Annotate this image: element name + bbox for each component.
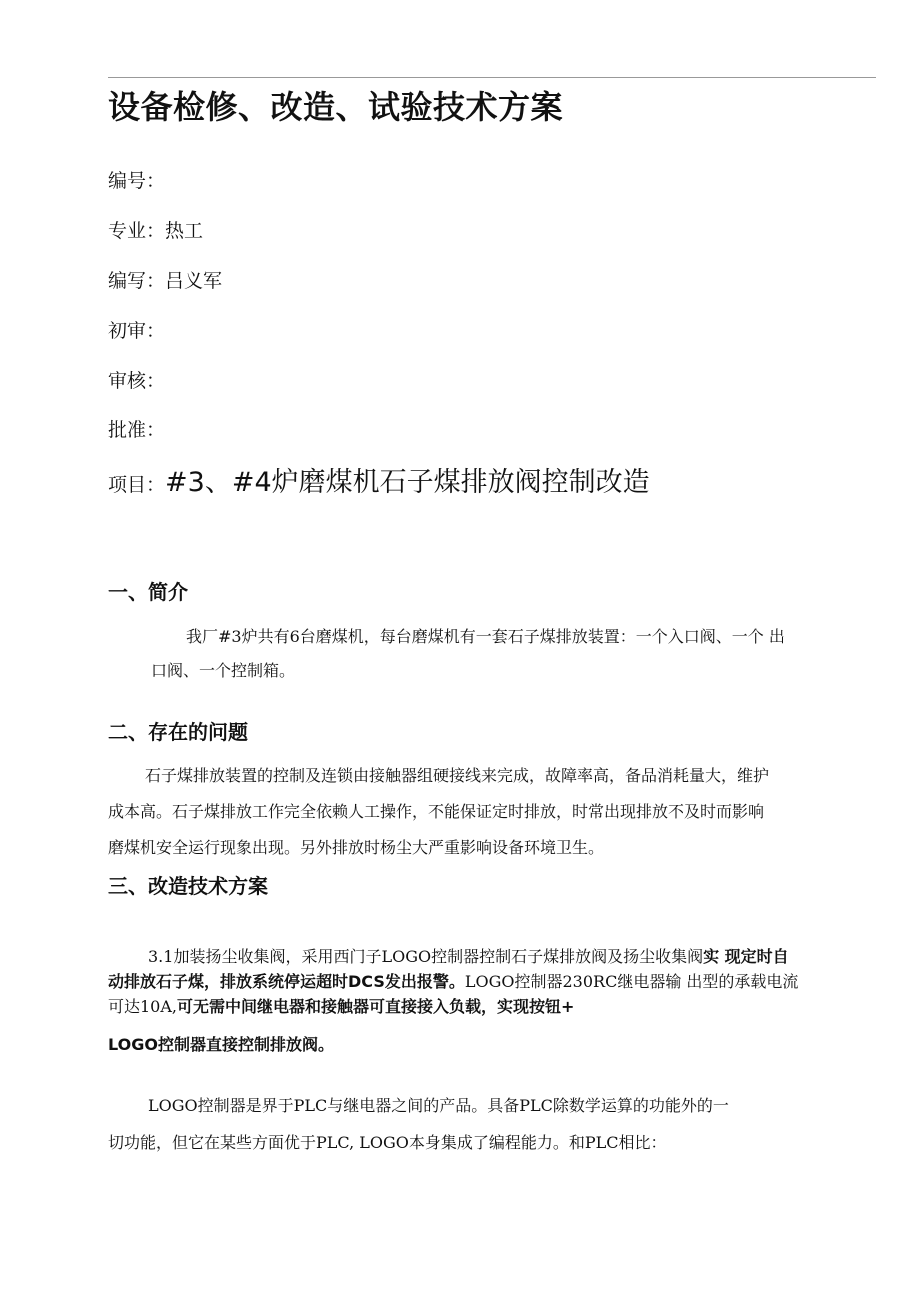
- project-value: #3、#4炉磨煤机石子煤排放阀控制改造: [165, 467, 650, 498]
- approve-label: 批准：: [108, 419, 166, 441]
- specialty-value: 热工: [165, 220, 204, 242]
- specialty-field: [108, 216, 203, 243]
- intro-line-1: 我厂#3炉共有6台磨煤机，每台磨煤机有一套石子煤排放装置：一个入口阀、一个 出: [186, 627, 785, 646]
- solution-p1-bold-f: 可无需中间继电器和接触器可直接接入负载，实现按钮+: [177, 997, 575, 1016]
- initial-review-label: 初审：: [108, 320, 166, 342]
- solution-p2-line-2: 切功能，但它在某些方面优于PLC, LOGO本身集成了编程能力。和PLC相比：: [108, 1133, 667, 1152]
- review-field: [108, 366, 165, 393]
- solution-p1-line-3: [108, 995, 574, 1019]
- number-field: [108, 166, 165, 193]
- project-label: 项目：: [108, 474, 166, 496]
- header-rule: [108, 77, 876, 78]
- project-field: [108, 460, 650, 499]
- author-field: [108, 266, 222, 293]
- solution-p1-line-2: [108, 970, 798, 994]
- solution-p1-text-d: LOGO控制器230RC继电器输 出型的承载电流: [464, 972, 799, 991]
- solution-p2-line-1: LOGO控制器是界于PLC与继电器之间的产品。具备PLC除数学运算的功能外的一: [148, 1096, 729, 1115]
- solution-p1-text-e: 可达10A,: [108, 997, 178, 1016]
- problems-line-2: 成本高。石子煤排放工作完全依赖人工操作，不能保证定时排放，时常出现排放不及时而影响: [108, 802, 765, 821]
- solution-p1-line-4: LOGO控制器直接控制排放阀。: [108, 1035, 334, 1054]
- solution-p1-bold-c: 动排放石子煤，排放系统停运超时DCS发出报警。: [108, 972, 465, 991]
- solution-p1-bold-b: 实 现定时自: [703, 947, 789, 966]
- review-label: 审核：: [108, 370, 166, 392]
- section-heading-intro: 一、简介: [108, 580, 188, 604]
- solution-p1-text-a: 3.1加装扬尘收集阀，采用西门子LOGO控制器控制石子煤排放阀及扬尘收集阀: [148, 947, 704, 966]
- number-label: 编号：: [108, 170, 166, 192]
- section-heading-problems: 二、存在的问题: [108, 720, 248, 744]
- solution-p1-line-1: [148, 945, 789, 969]
- specialty-label: 专业：: [108, 220, 166, 242]
- intro-line-2: 口阀、一个控制箱。: [151, 661, 296, 680]
- author-label: 编写：: [108, 270, 166, 292]
- author-value: 吕义军: [165, 270, 223, 292]
- problems-line-3: 磨煤机安全运行现象出现。另外排放时杨尘大严重影响设备环境卫生。: [108, 838, 605, 857]
- approve-field: [108, 415, 165, 442]
- document-title: 设备检修、改造、试验技术方案: [108, 88, 564, 126]
- problems-line-1: 石子煤排放装置的控制及连锁由接触器组硬接线来完成，故障率高，备品消耗量大，维护: [145, 766, 770, 785]
- initial-review-field: [108, 316, 165, 343]
- section-heading-solution: 三、改造技术方案: [108, 874, 268, 898]
